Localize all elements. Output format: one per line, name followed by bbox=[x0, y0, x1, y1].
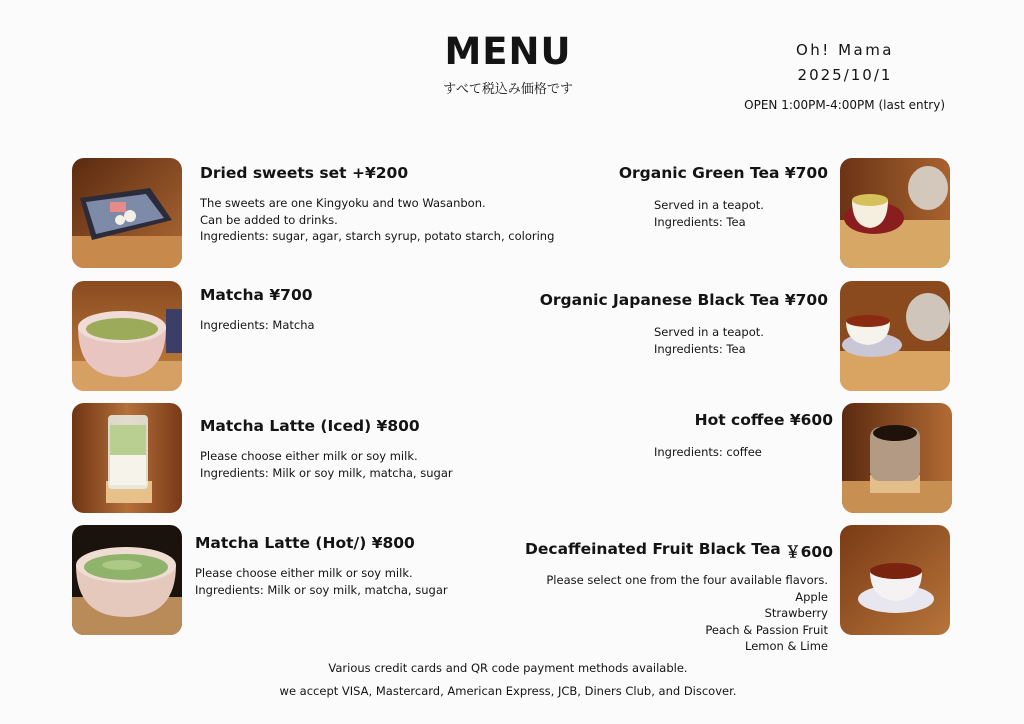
desc-line: The sweets are one Kingyoku and two Wasanbon. bbox=[200, 196, 486, 210]
item-description bbox=[200, 317, 315, 334]
menu-item-dried-sweets bbox=[200, 164, 554, 245]
desc-line: Ingredients: sugar, agar, starch syrup, potato starch, coloring bbox=[200, 229, 555, 243]
iced-matcha-latte-photo bbox=[72, 403, 182, 513]
desc-line: Can be added to drinks. bbox=[200, 212, 338, 227]
item-description-hot-coffee bbox=[654, 444, 762, 461]
desc-line: Ingredients: Tea bbox=[654, 214, 746, 229]
hot-coffee-photo bbox=[842, 403, 952, 513]
item-title-fruit-black-tea: Decaffeinated Fruit Black Tea bbox=[525, 540, 781, 558]
menu-item-hot-matcha-latte bbox=[195, 534, 448, 598]
tax-included-note: すべて税込み価格です bbox=[443, 82, 573, 97]
black-tea-photo bbox=[840, 281, 950, 391]
desc-line: Ingredients: Tea bbox=[654, 341, 746, 356]
flavor-apple: Apple bbox=[795, 589, 828, 604]
opening-hours: OPEN 1:00PM-4:00PM (last entry) bbox=[744, 98, 945, 112]
item-description bbox=[195, 565, 448, 598]
fruit-black-tea-photo bbox=[840, 525, 950, 635]
desc-line: Ingredients: Matcha bbox=[200, 318, 315, 332]
item-description bbox=[200, 195, 554, 245]
desc-line: Ingredients: coffee bbox=[654, 445, 762, 459]
desc-line: Ingredients: Milk or soy milk, matcha, sugar bbox=[200, 465, 453, 480]
accepted-cards: we accept VISA, Mastercard, American Express, JCB, Diners Club, and Discover. bbox=[279, 684, 737, 698]
menu-date: 2025/10/1 bbox=[797, 66, 893, 84]
hot-matcha-latte-photo bbox=[72, 525, 182, 635]
desc-line: Please select one from the four available flavors. bbox=[546, 573, 828, 587]
desc-line: Ingredients: Milk or soy milk, matcha, sugar bbox=[195, 582, 448, 597]
matcha-photo bbox=[72, 281, 182, 391]
flavor-strawberry: Strawberry bbox=[764, 606, 828, 620]
item-title-hot-coffee: Hot coffee ¥600 bbox=[694, 411, 833, 429]
menu-title: MENU bbox=[444, 30, 572, 73]
dried-sweets-photo bbox=[72, 158, 182, 268]
menu-item-matcha bbox=[200, 286, 315, 334]
desc-line: Please choose either milk or soy milk. bbox=[195, 566, 413, 580]
item-title: Dried sweets set +¥200 bbox=[200, 164, 409, 182]
payment-note: Various credit cards and QR code payment methods available. bbox=[328, 661, 688, 675]
item-title: Matcha Latte (Iced) ¥800 bbox=[200, 417, 420, 435]
item-title: Matcha ¥700 bbox=[200, 286, 313, 304]
item-description-green-tea bbox=[654, 197, 764, 230]
green-tea-photo bbox=[840, 158, 950, 268]
desc-line: Please choose either milk or soy milk. bbox=[200, 449, 418, 463]
shop-name: Oh! Mama bbox=[795, 41, 895, 59]
flavor-peach-passion-fruit: Peach & Passion Fruit bbox=[705, 622, 828, 637]
item-title: Matcha Latte (Hot/) ¥800 bbox=[195, 534, 415, 552]
desc-line: Served in a teapot. bbox=[654, 198, 764, 212]
item-description-black-tea bbox=[654, 324, 764, 357]
item-description-fruit-black-tea bbox=[546, 572, 828, 655]
flavor-lemon-lime: Lemon & Lime bbox=[745, 639, 828, 653]
menu-item-iced-matcha-latte bbox=[200, 417, 453, 481]
item-description bbox=[200, 448, 453, 481]
item-price-fruit-black-tea: ￥600 bbox=[785, 543, 833, 561]
item-title-green-tea: Organic Green Tea ¥700 bbox=[618, 164, 828, 182]
desc-line: Served in a teapot. bbox=[654, 325, 764, 339]
item-title-black-tea: Organic Japanese Black Tea ¥700 bbox=[539, 291, 828, 309]
